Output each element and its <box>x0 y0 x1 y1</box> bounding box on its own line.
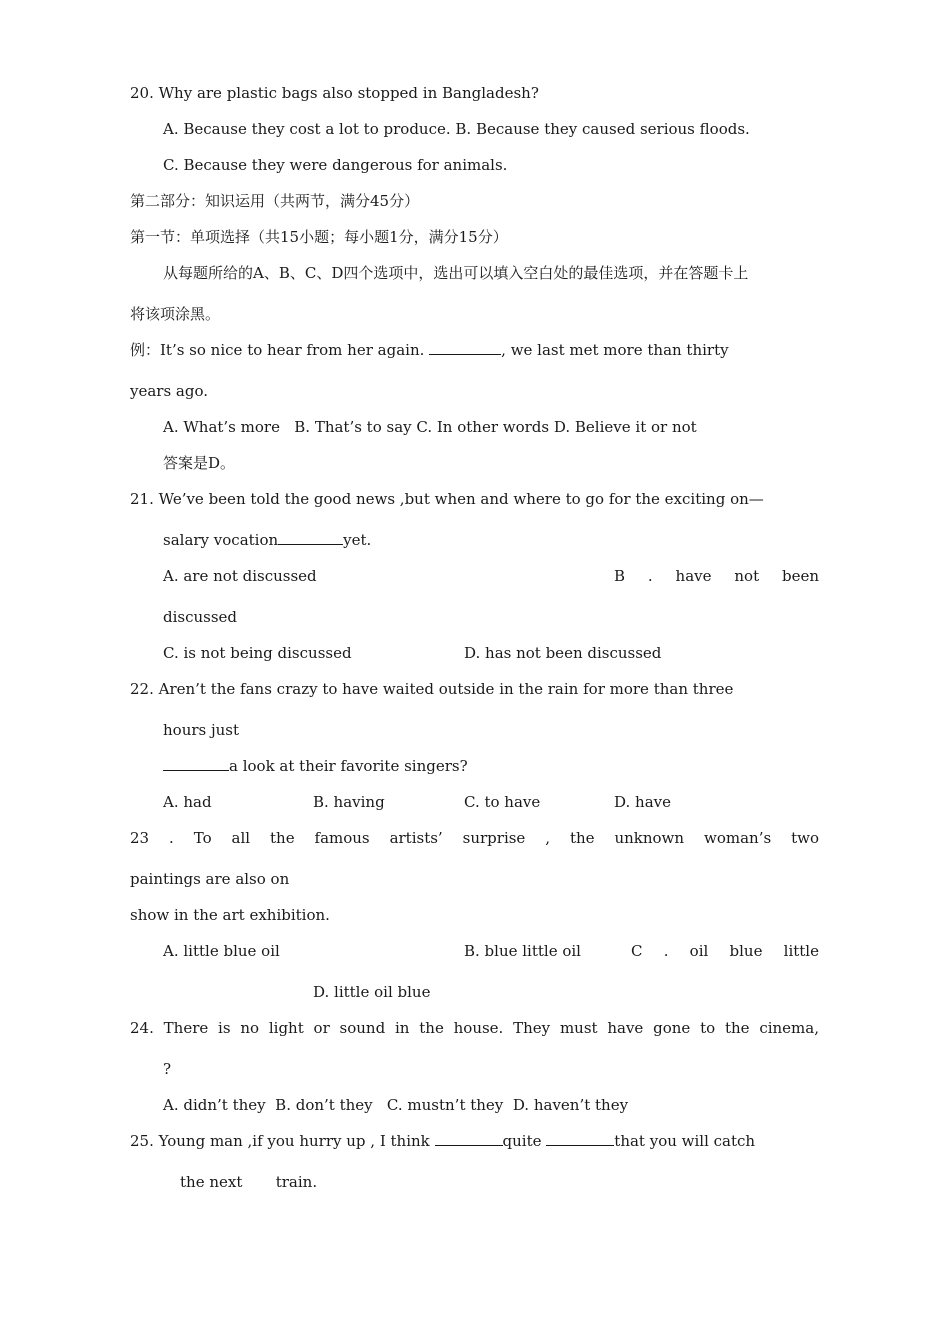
q21-option-b <box>614 566 819 586</box>
q23-option-a: A. little blue oil <box>163 942 280 960</box>
q20-options-ab: A. Because they cost a lot to produce. B. Because they caused serious floods. <box>163 120 750 138</box>
q25-line-1 <box>130 1131 755 1151</box>
q23-line-3: show in the art exhibition. <box>130 906 330 924</box>
q25-text-a: 25. Young man ,if you hurry up , I think <box>130 1132 430 1150</box>
example-line-1 <box>130 340 819 360</box>
q23-line-2: paintings are also on <box>130 870 290 888</box>
q24-options: A. didn’t they B. don’t they C. mustn’t they D. haven’t they <box>163 1096 629 1114</box>
q22-line-3 <box>163 756 468 776</box>
q21-text-b: yet. <box>343 531 372 549</box>
part2-title: 第二部分：知识运用（共两节，满分45分） <box>130 192 420 210</box>
q22-text-b: a look at their favorite singers? <box>229 757 468 775</box>
q21-line-2 <box>163 530 371 550</box>
q21-option-b-cont: discussed <box>163 608 238 626</box>
q23-option-d: D. little oil blue <box>313 983 431 1001</box>
q23-option-c <box>631 941 819 961</box>
q21-option-a: A. are not discussed <box>163 567 317 585</box>
q21-option-c: C. is not being discussed <box>163 644 352 662</box>
q25-text-c: that you will catch <box>614 1132 756 1150</box>
q25-line-2: the next train. <box>180 1173 318 1191</box>
instruction-line-2: 将该项涂黑。 <box>130 305 221 323</box>
q25-blank-2 <box>546 1131 614 1146</box>
q23-option-c-text: C . oil blue little <box>631 942 819 960</box>
q22-line-2: hours just <box>163 721 240 739</box>
q24-line-1 <box>130 1018 819 1038</box>
q20-question: 20. Why are plastic bags also stopped in Bangladesh? <box>130 84 539 102</box>
q21-blank <box>278 530 343 545</box>
example-options: A. What’s more B. That’s to say C. In other words D. Believe it or not <box>163 418 697 436</box>
section1-title: 第一节：单项选择（共15小题；每小题1分，满分15分） <box>130 228 508 246</box>
q21-option-d: D. has not been discussed <box>464 644 662 662</box>
q24-line-1-text: 24. There is no light or sound in the house. They must have gone to the cinema, <box>130 1019 819 1037</box>
example-line-2: years ago. <box>130 382 209 400</box>
q20-option-c: C. Because they were dangerous for animals. <box>163 156 508 174</box>
example-text-a: 例：It’s so nice to hear from her again. <box>130 341 425 359</box>
q21-line-1: 21. We’ve been told the good news ,but when and where to go for the exciting on— <box>130 490 764 508</box>
q23-option-b: B. blue little oil <box>464 942 581 960</box>
q24-line-2: ? <box>163 1060 172 1078</box>
q25-text-b: quite <box>502 1132 542 1150</box>
q22-blank <box>163 756 229 771</box>
q22-option-b: B. having <box>313 793 385 811</box>
q21-option-b-text: B . have not been <box>614 567 819 585</box>
q22-option-c: C. to have <box>464 793 541 811</box>
q23-line-1-text: 23 . To all the famous artists’ surprise , the unknown woman’s two <box>130 829 819 847</box>
q23-line-1 <box>130 828 819 848</box>
q22-option-d: D. have <box>614 793 671 811</box>
q22-line-1: 22. Aren’t the fans crazy to have waited outside in the rain for more than three <box>130 680 734 698</box>
instruction-line-1: 从每题所给的A、B、C、D四个选项中，选出可以填入空白处的最佳选项，并在答题卡上 <box>163 264 749 282</box>
q21-text-a: salary vocation <box>163 531 279 549</box>
q25-blank-1 <box>435 1131 503 1146</box>
example-text-b: , we last met more than thirty <box>501 341 729 359</box>
example-answer: 答案是D。 <box>163 454 236 472</box>
example-blank <box>429 340 501 355</box>
q22-option-a: A. had <box>163 793 212 811</box>
